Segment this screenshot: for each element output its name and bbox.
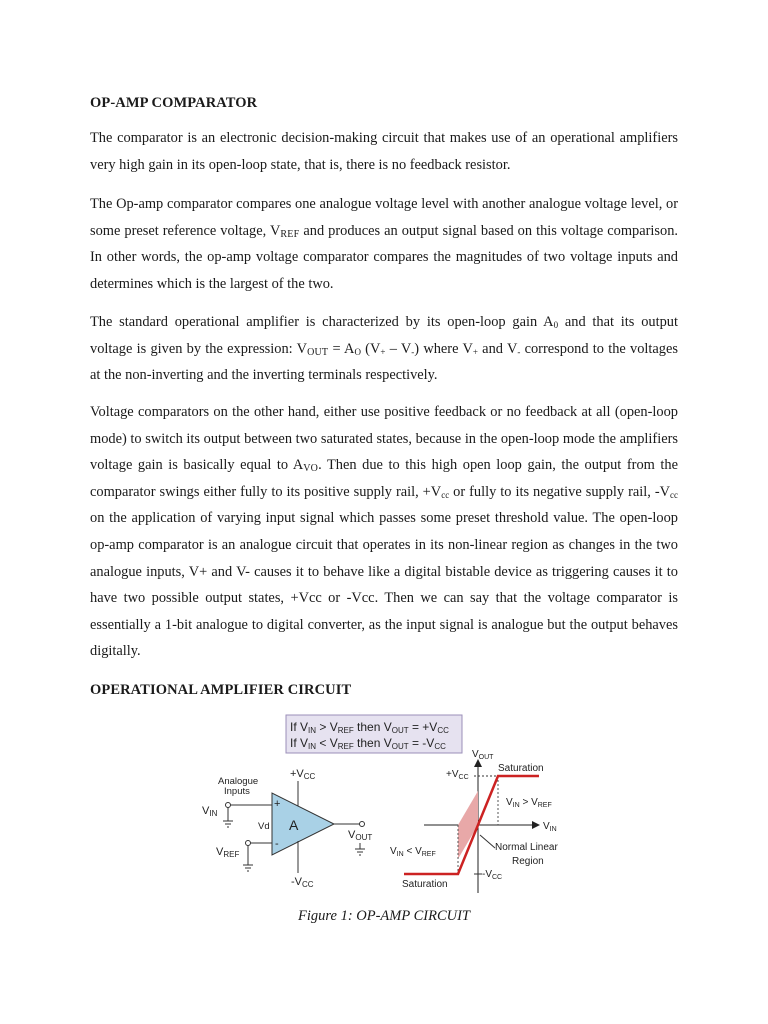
heading-operational-amplifier-circuit: OPERATIONAL AMPLIFIER CIRCUIT [90, 682, 352, 698]
graph-vin-lt-vref-label: $V_{IN} < V_{REF}$ [390, 846, 436, 858]
paragraph-3: The standard operational amplifier is characterized by its open-loop gain $A_0$ and that its output voltage is given by the expression: $V_{OUT} = A_O$ $(V_+ - V_-)$ where $V_+$ and $V_-$ correspond to the voltages at the non-inverting and the inverting terminals respectively. [90, 314, 678, 384]
op-amp-figure [198, 713, 578, 893]
vcc-top-label: +VCC [290, 768, 316, 781]
vin-terminal [226, 803, 231, 808]
paragraph-4: Voltage comparators on the other hand, either use positive feedback or no feedback at all (open-loop mode) to switch its output between two saturated states, because in the open-loop mode the amplifiers voltage gain is basically equal to $A_{VO}$. Then due to this high open loop gain, the output from the comparator swings either fully to its positive supply rail, $+V_{cc}$ or fully to its negative supply rail, $-V_{cc}$ on the application of varying input signal which passes some preset threshold value. The open-loop op-amp comparator is an analogue circuit that operates in its non-linear region as changes in the two analogue inputs, V+ and V- causes it to behave like a digital bistable device as triggering causes it to have two possible output states, +Vcc or -Vcc. Then we can say that the voltage comparator is essentially a 1-bit analogue to digital converter, as the input signal is analogue but the output behaves digitally. [90, 404, 679, 660]
graph-vin-gt-vref-label: $V_{IN} > V_{REF}$ [506, 797, 552, 809]
graph-vout-axis-label: $V_{OUT}$ [472, 749, 494, 761]
vout-label: VOUT [348, 829, 373, 842]
ground-symbol [243, 865, 253, 871]
condition-line-1: If VIN > VREF then VOUT = +VCC [290, 720, 449, 735]
graph-plus-vcc-label: $+V_{CC}$ [446, 769, 469, 781]
vcc-bottom-label: -VCC [291, 876, 314, 889]
linear-region-shading-upper [458, 791, 478, 825]
graph-saturation-top-label: Saturation [498, 763, 544, 774]
ground-symbol [223, 821, 233, 827]
graph-minus-vcc-label: $-V_{CC}$ [482, 869, 503, 881]
ground-symbol [355, 849, 365, 855]
inverting-sign: - [275, 838, 279, 850]
vref-label: VREF [216, 846, 240, 859]
figure-caption: Figure 1: OP-AMP CIRCUIT [298, 908, 470, 924]
comparator-diagram [198, 713, 578, 893]
condition-line-2: If VIN < VREF then VOUT = -VCC [290, 736, 446, 751]
vref-terminal [246, 841, 251, 846]
non-inverting-sign: + [274, 798, 281, 810]
graph-region-label: Region [512, 856, 544, 867]
analogue-label: Analogue [218, 776, 259, 787]
paragraph-2: The Op-amp comparator compares one analogue voltage level with another analogue voltage level, or some preset reference voltage, $V_{REF}$ and produces an output signal based on this voltage comparison. In other words, the op-amp voltage comparator compares the magnitudes of two voltage inputs and determines which is the largest of the two. [90, 196, 678, 292]
inputs-label: Inputs [224, 786, 250, 797]
graph-vin-axis-label: $V_{IN}$ [543, 821, 557, 833]
graph-normal-linear-label: Normal Linear [495, 842, 558, 853]
vout-terminal [360, 822, 365, 827]
normal-region-leader [480, 835, 495, 848]
heading-op-amp-comparator: OP-AMP COMPARATOR [90, 95, 258, 111]
graph-saturation-bottom-label: Saturation [402, 879, 448, 890]
gain-label: A [289, 817, 299, 833]
vin-label: VIN [202, 805, 218, 818]
op-amp-triangle [272, 793, 334, 855]
paragraph-1: The comparator is an electronic decision-making circuit that makes use of an operational amplifiers very high gain in its open-loop state, that is, there is no feedback resistor. [90, 130, 678, 173]
vd-label: Vd [258, 821, 270, 832]
